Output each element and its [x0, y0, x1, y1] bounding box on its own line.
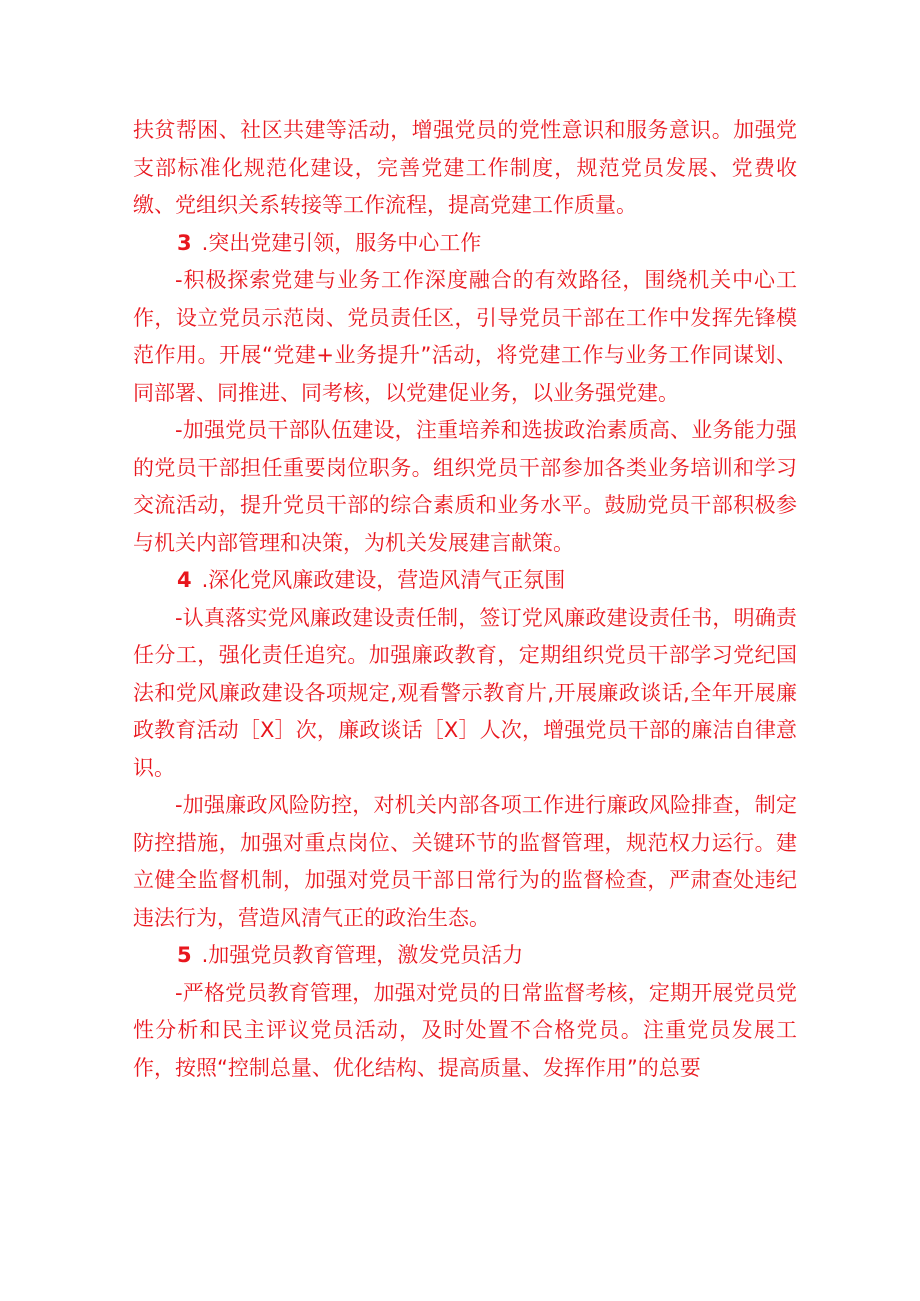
- section-heading-4: [133, 562, 797, 600]
- paragraph: -加强党员干部队伍建设，注重培养和选拔政治素质高、业务能力强的党员干部担任重要岗位职务。组织党员干部参加各类业务培训和学习交流活动，提升党员干部的综合素质和业务水平。鼓励党员干部积极参与机关内部管理和决策，为机关发展建言献策。: [133, 418, 797, 555]
- section-title: .深化党风廉政建设，营造风清气正氛围: [201, 568, 566, 592]
- paragraph: -认真落实党风廉政建设责任制，签订党风廉政建设责任书，明确责任分工，强化责任追究。加强廉政教育，定期组织党员干部学习党纪国法和党风廉政建设各项规定,观看警示教育片,开展廉政谈话,全年开展廉政教育活动［X］次，廉政谈话［X］人次，增强党员干部的廉洁自律意识。: [133, 605, 797, 780]
- section-heading-5: [133, 937, 797, 975]
- document-page: [133, 112, 797, 1087]
- paragraph: -严格党员教育管理，加强对党员的日常监督考核，定期开展党员党性分析和民主评议党员活动，及时处置不合格党员。注重党员发展工作，按照“控制总量、优化结构、提高质量、发挥作用”的总要: [133, 980, 797, 1080]
- paragraph-continuation: 扶贫帮困、社区共建等活动，增强党员的党性意识和服务意识。加强党支部标准化规范化建设，完善党建工作制度，规范党员发展、党费收缴、党组织关系转接等工作流程，提高党建工作质量。: [133, 118, 797, 217]
- section-heading-3: [133, 225, 797, 263]
- section-number: 3: [177, 230, 192, 255]
- paragraph: -加强廉政风险防控，对机关内部各项工作进行廉政风险排查，制定防控措施，加强对重点岗位、关键环节的监督管理，规范权力运行。建立健全监督机制，加强对党员干部日常行为的监督检查，严肃查处违纪违法行为，营造风清气正的政治生态。: [133, 793, 797, 930]
- section-number: 5: [177, 943, 192, 967]
- section-title: .加强党员教育管理，激发党员活力: [201, 943, 524, 967]
- section-title: .突出党建引领，服务中心工作: [201, 230, 482, 255]
- paragraph: -积极探索党建与业务工作深度融合的有效路径，围绕机关中心工作，设立党员示范岗、党员责任区，引导党员干部在工作中发挥先锋模范作用。开展“党建+业务提升”活动，将党建工作与业务工作同谋划、同部署、同推进、同考核，以党建促业务，以业务强党建。: [133, 268, 797, 405]
- section-number: 4: [177, 568, 192, 592]
